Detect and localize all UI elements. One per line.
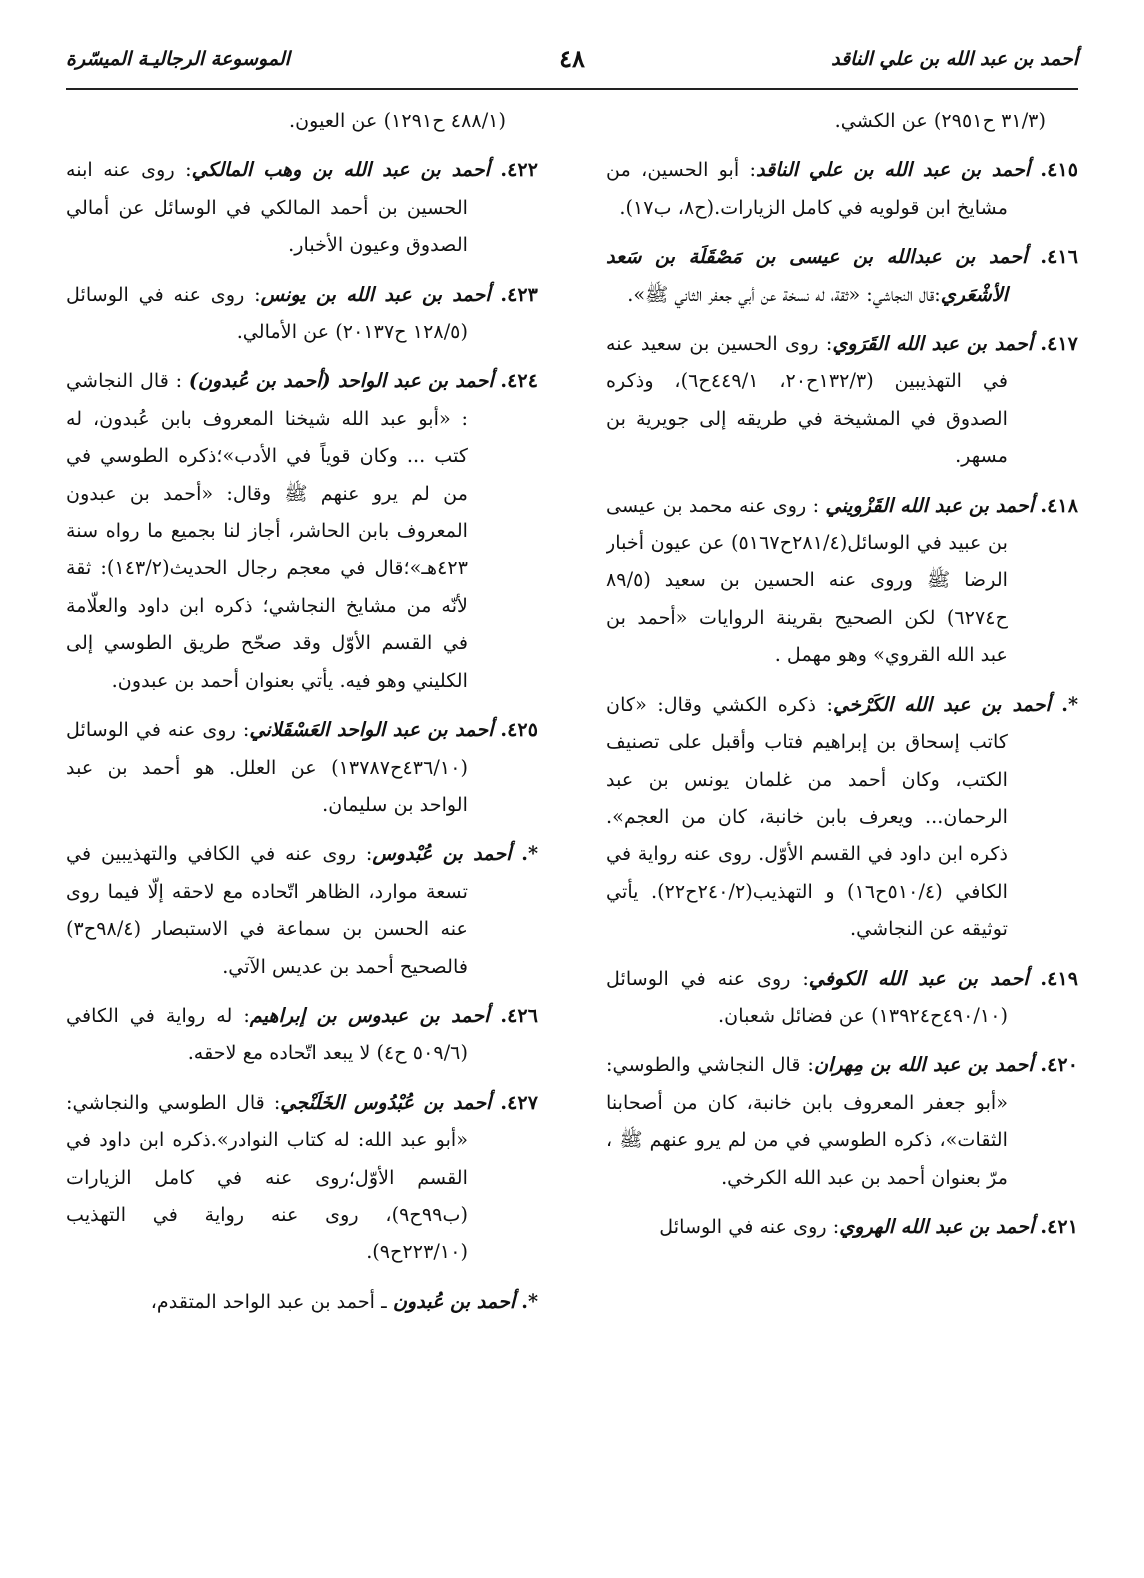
- page-header: [66, 40, 1078, 86]
- entry-text: ـ أحمد بن عبد الواحد المتقدم،: [150, 1289, 393, 1313]
- entry: [66, 151, 538, 263]
- running-title-right: أحمد بن عبد الله بن علي الناقد: [831, 48, 1078, 70]
- entry-number: ٤١٨.: [1040, 493, 1078, 517]
- left-column: [66, 102, 538, 1562]
- entry-name: أحمد بن عبد الله بن وهب المالكي: [191, 158, 490, 182]
- entry-number: *.: [521, 842, 538, 866]
- entry-number: ٤٢٥.: [500, 718, 538, 742]
- entry-name: أحمد بن عُبدون: [392, 1289, 516, 1313]
- entry-text: : قال النجاشي : «أبو عبد الله شيخنا المعروف بابن عُبدون، له كتب ... وكان قوياً في الأدب»؛ذكره الطوسي في من لم يرو عنهم ﷺ وقال: «أحمد بن عبدون المعروف بابن الحاشر، أجاز لنا بجميع ما رواه سنة ٤٢٣هـ»؛قال في معجم رجال الحديث(١٤٣/٢): ثقة لأنّه من مشايخ النجاشي؛ ذكره ابن داود والعلّامة في القسم الأوّل وقد صحّح طريق الطوسي إلى الكليني وهو فيه. يأتي بعنوان أحمد بن عبدون.: [66, 369, 468, 692]
- entry-number: ٤٢١.: [1040, 1214, 1078, 1238]
- entry-name: أحمد بن عُبْدُوس الخَلَنْجي: [280, 1090, 492, 1114]
- entry-name: أحمد بن عبد الله بن علي الناقد: [755, 158, 1031, 182]
- entry: [606, 960, 1078, 1035]
- entry-text: : قال النجاشي والطوسي: «أبو جعفر المعروف بابن خانبة، كان من أصحابنا الثقات»، ذكره الطوسي في من لم يرو عنهم ﷺ ، مرّ بعنوان أحمد بن عبد الله الكرخي.: [606, 1053, 1008, 1189]
- entry: [66, 835, 538, 985]
- running-title-left: الموسوعة الرجاليـة الميسّرة: [66, 48, 290, 70]
- right-column: [606, 102, 1078, 1562]
- entry-number: ٤٢٢.: [500, 158, 538, 182]
- entry-text: : أبو الحسين، من مشايخ ابن قولويه في كامل الزيارات.(ح٨، ب١٧).: [606, 158, 1008, 219]
- entry: [66, 102, 538, 139]
- entry-number: *.: [1061, 692, 1078, 716]
- entry-text: : روى عنه في الوسائل (١٢٨/٥ ح٢٠١٣٧) عن الأمالي.: [66, 282, 468, 344]
- entry-number: ٤٢٧.: [500, 1090, 538, 1114]
- entry-text: (٤٨٨/١ ح١٢٩١) عن العيون.: [288, 109, 506, 132]
- entry-name: أحمد بن عبد الله القَزْويني: [825, 493, 1035, 517]
- entry: [66, 1283, 538, 1320]
- entry-name: أحمد بن عبد الله القَرَوي: [832, 332, 1034, 356]
- entry-text: : روى عنه في الوسائل (٤٩٠/١٠ح١٣٩٢٤) عن فضائل شعبان.: [606, 966, 1008, 1027]
- entry-name: أحمد بن عبد الله الكَرْخي: [833, 692, 1051, 716]
- entry-name: أحمد بن عبدوس بن إبراهيم: [249, 1003, 490, 1027]
- entry-name: أحمد بن عبد الواحد العَسْقَلاني: [249, 718, 494, 742]
- entry-name: أحمد بن عبد الله الهروي: [839, 1214, 1035, 1238]
- entry: [606, 1208, 1078, 1245]
- entry-number: ٤١٥.: [1040, 158, 1078, 182]
- entry: [606, 686, 1078, 948]
- entry-number: *.: [521, 1289, 538, 1313]
- entry: [66, 1084, 538, 1271]
- header-rule: [66, 88, 1078, 90]
- entry-text: : روى عنه في الوسائل (٤٣٦/١٠ح١٣٧٨٧) عن العلل. هو أحمد بن عبد الواحد بن سليمان.: [66, 718, 468, 816]
- entry: [606, 487, 1078, 674]
- entry-name: أحمد بن عبد الله الكوفي: [808, 966, 1029, 990]
- entry: [606, 325, 1078, 475]
- entry: [606, 151, 1078, 226]
- entry-number: ٤١٦.: [1040, 245, 1078, 269]
- entry-text: : روى عنه في الوسائل: [659, 1214, 840, 1238]
- entry-number: ٤١٩.: [1040, 966, 1078, 990]
- entry-text: : قال الطوسي والنجاشي: «أبو عبد الله: له كتاب النوادر».ذكره ابن داود في القسم الأوّل؛روى عنه في كامل الزيارات (ب٩٩ح٩)، روى عنه رواية في التهذيب (٢٢٣/١٠ح٩).: [66, 1090, 468, 1264]
- entry-text: : ذكره الكشي وقال: «كان كاتب إسحاق بن إبراهيم فتاب وأقبل على تصنيف الكتب، وكان أحمد من غلمان يونس بن عبد الرحمان... ويعرف بابن خانبة، كان من العجم». ذكره ابن داود في القسم الأوّل. روى عنه رواية في الكافي (٥١٠/٤ح١٦) و التهذيب(٢٤٠/٢ح٢٢). يأتي توثيقه عن النجاشي.: [606, 692, 1008, 941]
- entry-name: أحمد بن عبد الواحد (أحمد بن عُبدون): [188, 369, 494, 393]
- entry-text: (٣١/٣ ح٢٩٥١) عن الكشي.: [834, 109, 1046, 132]
- entry-name: أحمد بن عبدالله بن عيسى بن مَصْقَلَة بن سَعد الأشْعَري: [606, 245, 1028, 306]
- entry-text: : روى عنه محمد بن عيسى بن عبيد في الوسائل(٢٨١/٤ح٥١٦٧) عن عيون أخبار الرضا ﷺ وروى عنه الحسين بن سعيد (٨٩/٥ ح٦٢٧٤) لكن الصحيح بقرينة الروايات «أحمد بن عبد الله القروي» وهو مهمل .: [606, 493, 1008, 667]
- entry-name: أحمد بن عُبْدوس: [372, 842, 512, 866]
- entry: [606, 1046, 1078, 1196]
- entry-number: ٤٢٦.: [500, 1003, 538, 1027]
- entry-text: : روى عنه ابنه الحسين بن أحمد المالكي في الوسائل عن أمالي الصدوق وعيون الأخبار.: [66, 158, 468, 257]
- entry: [66, 362, 538, 699]
- entry: [66, 997, 538, 1072]
- entry-text: : له رواية في الكافي (٥٠٩/٦ ح٤) لا يبعد اتّحاده مع لاحقه.: [66, 1003, 468, 1065]
- entry-number: ٤٢٣.: [500, 282, 538, 306]
- entry-name: أحمد بن عبد الله بن يونس: [260, 282, 491, 306]
- entry-number: ٤٢٤.: [500, 369, 538, 393]
- entry-name: أحمد بن عبد الله بن مِهران: [813, 1053, 1034, 1077]
- entry: [66, 711, 538, 823]
- entry: [606, 102, 1078, 139]
- entry-number: ٤٢٠.: [1040, 1053, 1078, 1077]
- entry-text: :قال النجاشي: «ثقة، له نسخة عن أبي جعفر الثاني ﷺ».: [627, 282, 941, 306]
- entry: [66, 276, 538, 351]
- entry: [606, 238, 1078, 313]
- page-number: ٤٨: [559, 44, 585, 73]
- entry-number: ٤١٧.: [1040, 332, 1078, 356]
- entry-text: : روى الحسين بن سعيد عنه في التهذيبين (١٣٢/٣ح٢٠، ٤٤٩/١ح٦)، وذكره الصدوق في المشيخة في طريقه إلى جويرية بن مسهر.: [606, 332, 1008, 468]
- entry-text: : روى عنه في الكافي والتهذيبين في تسعة موارد، الظاهر اتّحاده مع لاحقه إلّا فيما روى عنه الحسن بن سماعة في الاستبصار (٩٨/٤ح٣) فالصحيح أحمد بن عديس الآتي.: [66, 842, 468, 978]
